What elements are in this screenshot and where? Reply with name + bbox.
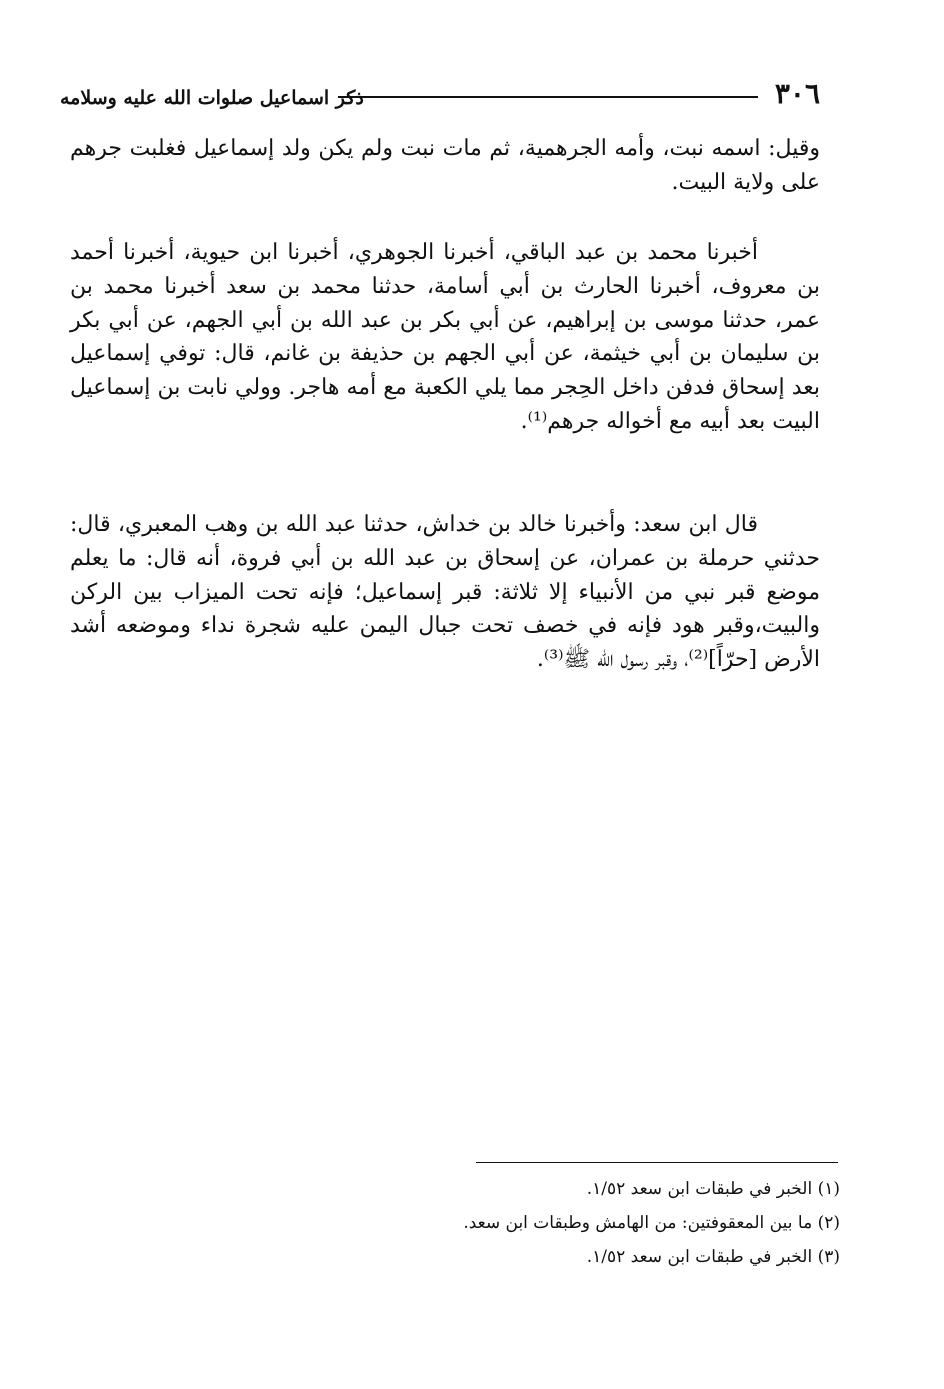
footnote-1: (١) الخبر في طبقات ابن سعد ١/٥٢. [586,1179,840,1199]
paragraph-text: أخبرنا محمد بن عبد الباقي، أخبرنا الجوهري، أخبرنا ابن حيوية، أخبرنا أحمد بن معروف، أخبرنا الحارث بن أبي أسامة، حدثنا محمد بن سعد أخبرنا محمد بن عمر، حدثنا موسى بن إبراهيم، عن أبي بكر بن عبد الله بن أبي الجهم، عن أبي بكر بن سليمان بن أبي خيثمة، عن أبي الجهم بن حذيفة بن غانم، قال: توفي إسماعيل بعد إسحاق فدفن داخل الحِجر مما يلي الكعبة مع أمه هاجر. وولي نابت بن إسماعيل البيت بعد أبيه مع أخواله جرهم⁽¹⁾. [70,240,820,434]
footnote-3: (٣) الخبر في طبقات ابن سعد ١/٥٢. [586,1247,840,1267]
running-title: ذكر اسماعيل صلوات الله عليه وسلامه [60,87,364,109]
page-number: ٣٠٦ [774,77,820,110]
paragraph-text: قال ابن سعد: وأخبرنا خالد بن خداش، حدثنا عبد الله بن وهب المعبري، قال: حدثني حرملة بن عمران، عن إسحاق بن عبد الله بن أبي فروة، أنه قال: ما يعلم موضع قبر نبي من الأنبياء إلا ثلاثة: قبر إسماعيل؛ فإنه تحت الميزاب بين الركن والبيت،وقبر هود فإنه في خصف تحت جبال اليمن عليه شجرة نداء وموضعه أشد الأرض [حرّاً]⁽²⁾، وقبر رسول الله ﷺ⁽³⁾. [70,512,820,673]
footnote-separator [476,1162,838,1163]
footnotes [300,1172,840,1274]
paragraph-text: وقيل: اسمه نبت، وأمه الجرهمية، ثم مات نبت ولم يكن ولد إسماعيل فغلبت جرهم على ولاية البيت. [70,136,820,195]
paragraph-1 [70,132,820,200]
page-header [60,78,820,118]
footnote-2: (٢) ما بين المعقوفتين: من الهامش وطبقات ابن سعد. [463,1213,840,1233]
header-rule [338,96,758,98]
paragraph-2 [70,236,820,439]
paragraph-3 [70,508,820,677]
